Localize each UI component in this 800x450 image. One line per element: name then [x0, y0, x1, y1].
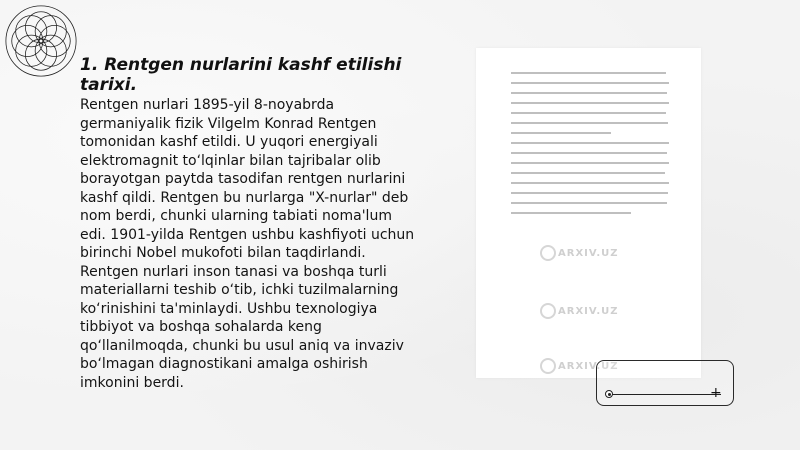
document-preview — [476, 48, 701, 378]
doc-text-line — [511, 92, 667, 94]
doc-text-line — [511, 162, 669, 164]
watermark-magnifier-icon — [540, 358, 556, 374]
slide-title: 1. Rentgen nurlarini kashf etilishi tarixi. — [80, 55, 402, 95]
doc-text-line — [511, 152, 667, 154]
doc-text-line — [511, 122, 668, 124]
watermark — [540, 245, 619, 261]
circle-knot-ornament-icon — [2, 2, 80, 80]
doc-text-line — [511, 102, 669, 104]
media-progress-track[interactable] — [609, 394, 721, 395]
doc-text-line — [511, 132, 611, 134]
watermark-magnifier-icon — [540, 303, 556, 319]
plus-icon[interactable]: + — [710, 385, 722, 401]
doc-text-line — [511, 112, 666, 114]
doc-text-line — [511, 82, 669, 84]
doc-text-line — [511, 192, 668, 194]
doc-text-line — [511, 72, 666, 74]
doc-text-line — [511, 142, 669, 144]
watermark-text: ARXIV.UZ — [558, 305, 619, 317]
watermark-text: ARXIV.UZ — [558, 247, 619, 259]
playhead-icon[interactable] — [605, 390, 613, 398]
doc-text-line — [511, 172, 665, 174]
doc-text-line — [511, 212, 631, 214]
slide-body-text: Rentgen nurlari 1895-yil 8-noyabrda germaniyalik fizik Vilgelm Konrad Rentgen tomonidan kashf etildi. U yuqori energiyali elektromagnit to‘lqinlar bilan tajribalar olib borayotgan paytda tasodifan rentgen nurlarini kashf qildi. Rentgen bu nurlarga "X-nurlar" deb nom berdi, chunki ularning tabiati noma'lum edi. 1901-yilda Rentgen ushbu kashfiyoti uchun birinchi Nobel mukofoti bilan taqdirlandi. Rentgen nurlari inson tanasi va boshqa turli materiallarni teshib o‘tib, ichki tuzilmalarning ko‘rinishini ta'minlaydi. Ushbu texnologiya tibbiyot va boshqa sohalarda keng qo‘llanilmoqda, chunki bu usul aniq va invaziv bo‘lmagan diagnostikani amalga oshirish imkonini berdi. — [80, 97, 415, 391]
watermark — [540, 303, 619, 319]
watermark-text: ARXIV.UZ — [558, 360, 619, 372]
doc-text-line — [511, 202, 667, 204]
watermark-magnifier-icon — [540, 245, 556, 261]
media-player-controls[interactable] — [596, 360, 734, 406]
doc-text-line — [511, 182, 669, 184]
